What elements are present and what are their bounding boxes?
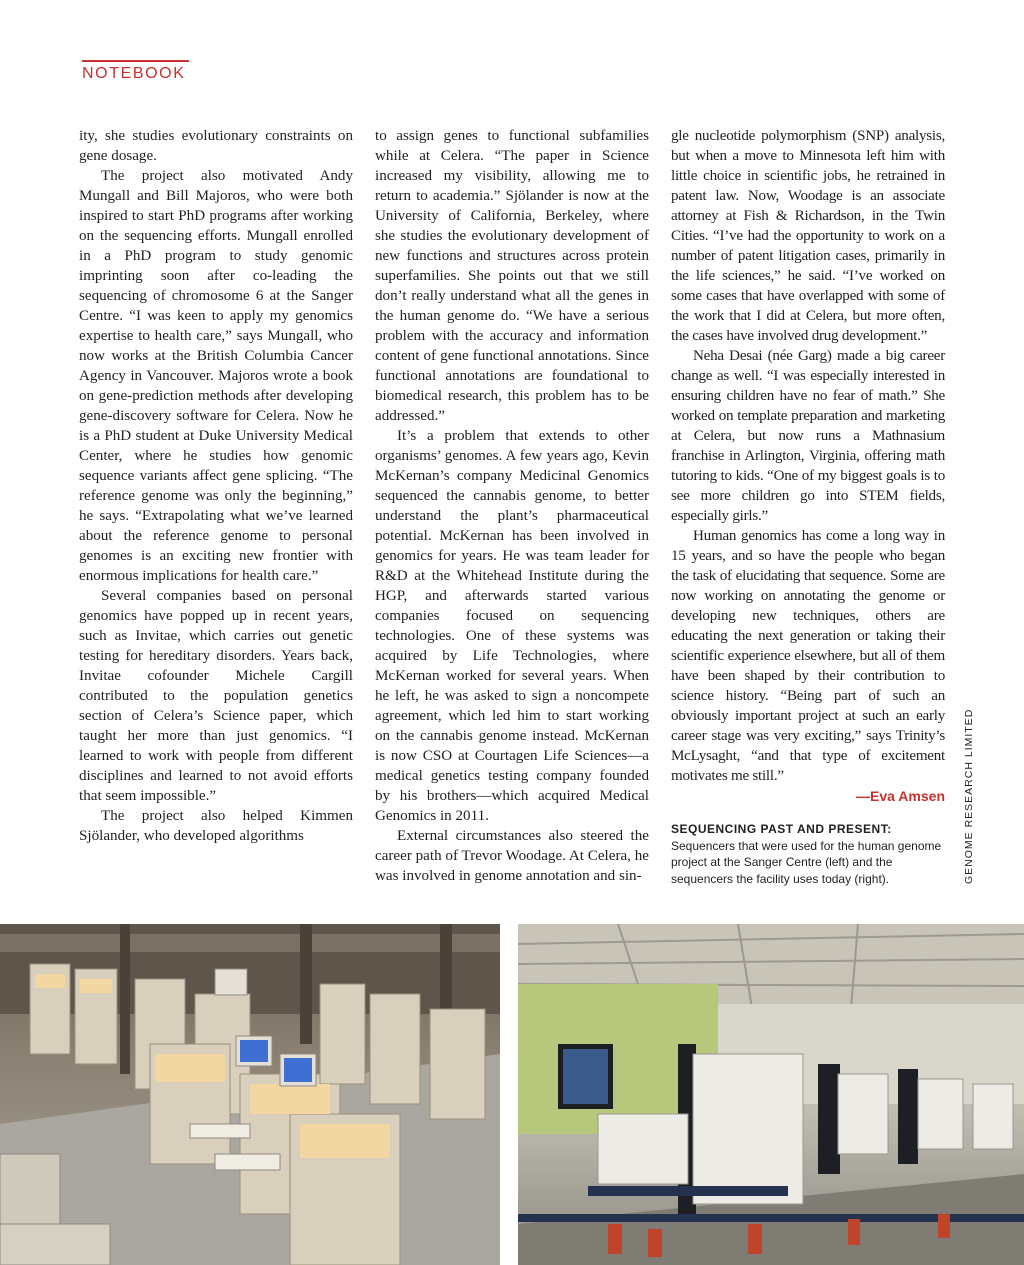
paragraph: It’s a problem that extends to other organisms’ genomes. A few years ago, Kevin McKernan’s company Medicinal Genomics sequenced the cannabis genome, to better understand the plant’s pharmaceutical potential. McKernan has been involved in genomics for years. He was team leader for R&D at the Whitehead Institute during the HGP, and afterwards started various companies focused on sequencing technologies. One of these systems was acquired by Life Technologies, where McKernan worked for several years. When he left, he was asked to sign a noncompete agreement, which led him to start working on the cannabis genome instead. McKernan is now CSO at Courtagen Life Sciences—a medical genetics testing company founded by his brothers—which acquired Medical Genomics in 2011. [375,428,649,824]
text-column-3 [671,126,945,806]
photo-caption [671,821,951,887]
paragraph: to assign genes to functional subfamilies while at Celera. “The paper in Science increased my visibility, allowing me to return to academia.” Sjölander is now at the University of California, Berkeley, where she studies the evolutionary development of new functions and structures across protein superfamilies. She points out that we still don’t really understand what all the genes in the human genome do. “We have a serious problem with the accuracy and information content of gene functional annotations. Since functional annotations are foundational to biomedical research, this problem has to be addressed.” [375,128,649,424]
author-signature: —Eva Amsen [856,788,945,804]
photo-credit: GENOME RESEARCH LIMITED [963,708,975,884]
paragraph: Human genomics has come a long way in 15 years, and so have the people who began the task of elucidating that sequence. Some are now working on annotating the genome or developing new techniques, others are educating the next generation or taking their scientific experience elsewhere, but all of them have been shaped by their contribution to science history. “Being part of such an obviously important project at such an early career stage was very exciting,” says Trinity’s McLysaght, “and that type of excitement motivates me still.” [671,528,945,784]
paragraph: Several companies based on personal genomics have popped up in recent years, such as Invitae, which carries out genetic testing for hereditary disorders. Years back, Invitae cofounder Michele Cargill contributed to the population genetics section of Celera’s Science paper, which taught her more than just genomics. “I learned to work with people from different disciplines and learned to not avoid efforts that seem impossible.” [79,588,353,804]
photo-legacy-sequencers [0,924,500,1265]
section-rule [82,60,189,62]
photo-modern-sequencers [518,924,1024,1265]
caption-title: SEQUENCING PAST AND PRESENT: [671,822,892,836]
text-column-1 [79,126,353,846]
paragraph: Neha Desai (née Garg) made a big career change as well. “I was especially interested in ensuring children have no fear of math.” She worked on template preparation and marketing at Celera, but now runs a Mathnasium franchise in Arlington, Virginia, offering math tutoring to kids. “One of my biggest goals is to see more children go into STEM fields, especially girls.” [671,348,945,524]
paragraph: ity, she studies evolutionary constraints on gene dosage. [79,128,353,164]
paragraph: The project also motivated Andy Mungall and Bill Majoros, who were both inspired to start PhD programs after working on the sequencing efforts. Mungall enrolled in a PhD program to study genomic imprinting soon after co-leading the sequencing of chromosome 6 at the Sanger Centre. “I was keen to apply my genomics expertise to health care,” says Mungall, who now works at the British Columbia Cancer Agency in Vancouver. Majoros wrote a book on gene-prediction methods after developing gene-discovery software for Celera. Now he is a PhD student at Duke University Medical Center, where he studies how genomic sequence variants affect gene splicing. “The reference genome was only the beginning,” he says. “Extrapolating what we’ve learned about the reference genome to personal genomes is an exciting new frontier with enormous implications for health care.” [79,168,353,584]
caption-text: Sequencers that were used for the human genome project at the Sanger Centre (left) and the sequencers the facility uses today (right). [671,838,942,886]
paragraph: The project also helped Kimmen Sjölander, who developed algorithms [79,808,353,844]
paragraph: gle nucleotide polymorphism (SNP) analysis, but when a move to Minnesota left him with little choice in scientific jobs, he retrained in patent law. Now, Woodage is an associate attorney at Fish & Richardson, in the Twin Cities. “I’ve had the opportunity to work on a number of patent litigation cases, primarily in the life sciences,” he said. “I’ve worked on some cases that have overlapped with some of the work that I did at Celera, but more often, the cases have involved drug development.” [671,128,945,344]
modern-lab-illustration [518,924,1024,1265]
text-column-2 [375,126,649,886]
legacy-lab-illustration [0,924,500,1265]
section-label: NOTEBOOK [82,65,186,82]
paragraph: External circumstances also steered the career path of Trevor Woodage. At Celera, he was involved in genome annotation and sin- [375,828,649,884]
